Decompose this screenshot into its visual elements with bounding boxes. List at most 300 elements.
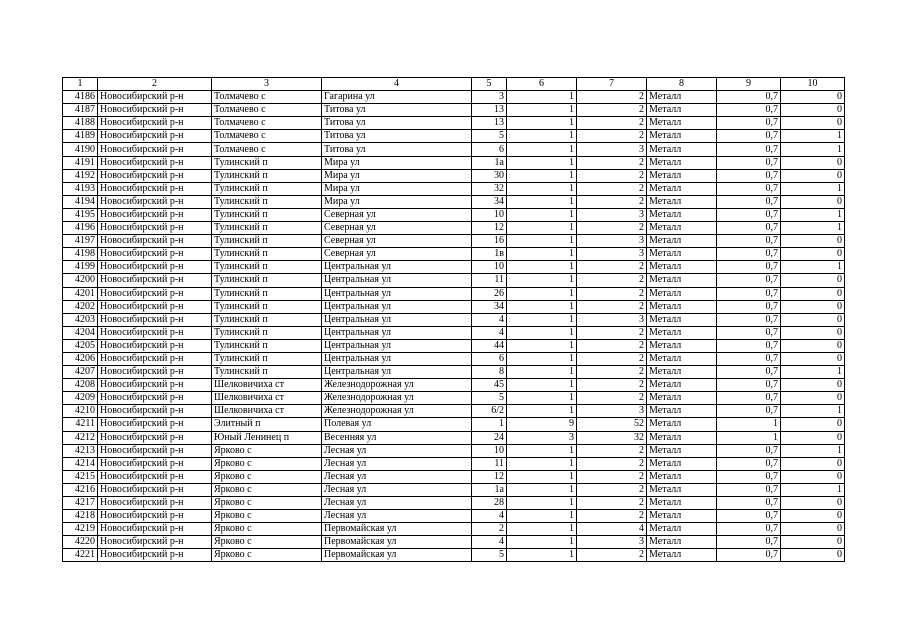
table-row [63,208,845,221]
table-cell-col-8: Металл [647,379,717,392]
table-cell-col-7: 3 [577,143,647,156]
table-cell-col-2: Новосибирский р-н [98,483,212,496]
table-cell-col-1: 4210 [63,405,98,418]
table-cell-col-2: Новосибирский р-н [98,326,212,339]
table-cell-col-5: 1а [472,156,507,169]
table-cell-col-2: Новосибирский р-н [98,91,212,104]
column-header-8: 8 [647,78,717,91]
table-cell-col-1: 4189 [63,130,98,143]
table-cell-col-10: 0 [781,497,845,510]
table-cell-col-4: Мира ул [322,169,472,182]
table-cell-col-6: 1 [507,287,577,300]
table-cell-col-4: Центральная ул [322,274,472,287]
table-cell-col-4: Лесная ул [322,510,472,523]
table-cell-col-5: 4 [472,313,507,326]
table-row [63,182,845,195]
table-cell-col-5: 11 [472,457,507,470]
table-cell-col-4: Весенняя ул [322,431,472,444]
table-cell-col-9: 0,7 [717,536,781,549]
table-cell-col-6: 1 [507,156,577,169]
table-row [63,143,845,156]
column-header-4: 4 [322,78,472,91]
table-cell-col-4: Первомайская ул [322,523,472,536]
table-cell-col-5: 32 [472,182,507,195]
column-header-3: 3 [212,78,322,91]
table-cell-col-3: Тулинский п [212,156,322,169]
table-cell-col-8: Металл [647,326,717,339]
table-cell-col-7: 2 [577,510,647,523]
table-cell-col-1: 4192 [63,169,98,182]
table-cell-col-3: Ярково с [212,536,322,549]
table-cell-col-9: 0,7 [717,156,781,169]
table-cell-col-10: 1 [781,444,845,457]
table-cell-col-4: Первомайская ул [322,549,472,562]
table-row [63,130,845,143]
table-cell-col-6: 1 [507,510,577,523]
table-cell-col-8: Металл [647,117,717,130]
table-cell-col-9: 1 [717,431,781,444]
column-header-2: 2 [98,78,212,91]
table-cell-col-1: 4198 [63,248,98,261]
table-cell-col-10: 0 [781,457,845,470]
table-cell-col-5: 24 [472,431,507,444]
table-cell-col-5: 34 [472,195,507,208]
table-row [63,366,845,379]
table-cell-col-1: 4191 [63,156,98,169]
table-row [63,444,845,457]
table-cell-col-6: 1 [507,104,577,117]
table-cell-col-1: 4217 [63,497,98,510]
table-cell-col-5: 5 [472,392,507,405]
table-cell-col-1: 4213 [63,444,98,457]
table-cell-col-4: Полевая ул [322,418,472,431]
table-cell-col-7: 2 [577,104,647,117]
table-cell-col-5: 13 [472,104,507,117]
table-cell-col-7: 2 [577,182,647,195]
table-cell-col-2: Новосибирский р-н [98,182,212,195]
table-cell-col-8: Металл [647,91,717,104]
table-cell-col-3: Ярково с [212,510,322,523]
table-cell-col-3: Тулинский п [212,287,322,300]
table-cell-col-9: 0,7 [717,104,781,117]
table-row [63,536,845,549]
table-cell-col-10: 0 [781,326,845,339]
table-cell-col-4: Северная ул [322,248,472,261]
table-cell-col-3: Шелковичиха ст [212,405,322,418]
table-cell-col-7: 3 [577,248,647,261]
table-cell-col-8: Металл [647,208,717,221]
table-cell-col-4: Северная ул [322,208,472,221]
table-cell-col-9: 0,7 [717,117,781,130]
table-cell-col-7: 2 [577,444,647,457]
table-cell-col-1: 4209 [63,392,98,405]
table-cell-col-3: Толмачево с [212,143,322,156]
table-cell-col-10: 0 [781,470,845,483]
table-row [63,497,845,510]
table-cell-col-3: Тулинский п [212,352,322,365]
table-cell-col-4: Гагарина ул [322,91,472,104]
table-cell-col-2: Новосибирский р-н [98,549,212,562]
table-cell-col-6: 1 [507,444,577,457]
table-cell-col-2: Новосибирский р-н [98,300,212,313]
table-cell-col-2: Новосибирский р-н [98,313,212,326]
table-cell-col-1: 4197 [63,235,98,248]
table-cell-col-4: Титова ул [322,117,472,130]
table-cell-col-6: 1 [507,497,577,510]
table-row [63,300,845,313]
table-row [63,392,845,405]
table-cell-col-8: Металл [647,392,717,405]
table-cell-col-5: 13 [472,117,507,130]
table-cell-col-6: 1 [507,352,577,365]
table-cell-col-10: 0 [781,235,845,248]
table-cell-col-4: Центральная ул [322,261,472,274]
table-cell-col-4: Титова ул [322,143,472,156]
table-cell-col-4: Мира ул [322,156,472,169]
table-cell-col-6: 1 [507,222,577,235]
table-cell-col-4: Лесная ул [322,497,472,510]
table-cell-col-4: Центральная ул [322,326,472,339]
table-cell-col-2: Новосибирский р-н [98,222,212,235]
table-cell-col-8: Металл [647,431,717,444]
table-cell-col-1: 4201 [63,287,98,300]
table-cell-col-2: Новосибирский р-н [98,536,212,549]
table-row [63,549,845,562]
data-table [62,77,845,562]
table-cell-col-1: 4187 [63,104,98,117]
table-row [63,104,845,117]
table-cell-col-8: Металл [647,470,717,483]
table-cell-col-8: Металл [647,274,717,287]
table-cell-col-1: 4221 [63,549,98,562]
table-cell-col-8: Металл [647,523,717,536]
table-cell-col-5: 12 [472,470,507,483]
table-cell-col-7: 2 [577,195,647,208]
table-cell-col-9: 0,7 [717,339,781,352]
table-cell-col-2: Новосибирский р-н [98,431,212,444]
table-cell-col-7: 2 [577,117,647,130]
table-cell-col-6: 1 [507,379,577,392]
table-cell-col-7: 2 [577,91,647,104]
table-cell-col-7: 2 [577,483,647,496]
table-row [63,313,845,326]
table-cell-col-2: Новосибирский р-н [98,169,212,182]
table-cell-col-7: 3 [577,313,647,326]
table-cell-col-4: Железнодорожная ул [322,379,472,392]
table-cell-col-8: Металл [647,235,717,248]
table-cell-col-7: 2 [577,261,647,274]
table-cell-col-5: 5 [472,130,507,143]
table-cell-col-10: 1 [781,208,845,221]
table-cell-col-4: Титова ул [322,104,472,117]
table-cell-col-2: Новосибирский р-н [98,523,212,536]
table-cell-col-6: 1 [507,208,577,221]
table-cell-col-9: 0,7 [717,470,781,483]
table-cell-col-1: 4196 [63,222,98,235]
table-cell-col-6: 1 [507,91,577,104]
table-cell-col-10: 0 [781,549,845,562]
table-cell-col-7: 2 [577,130,647,143]
table-row [63,510,845,523]
table-cell-col-10: 0 [781,431,845,444]
table-cell-col-5: 4 [472,326,507,339]
table-cell-col-8: Металл [647,444,717,457]
table-cell-col-1: 4194 [63,195,98,208]
table-cell-col-1: 4188 [63,117,98,130]
table-row [63,235,845,248]
table-cell-col-4: Центральная ул [322,352,472,365]
table-cell-col-5: 2 [472,523,507,536]
table-cell-col-9: 0,7 [717,483,781,496]
table-cell-col-9: 0,7 [717,497,781,510]
table-cell-col-10: 0 [781,536,845,549]
table-cell-col-1: 4186 [63,91,98,104]
table-cell-col-3: Шелковичиха ст [212,379,322,392]
table-cell-col-9: 0,7 [717,405,781,418]
table-cell-col-3: Ярково с [212,483,322,496]
table-cell-col-7: 2 [577,497,647,510]
table-cell-col-9: 0,7 [717,261,781,274]
table-cell-col-8: Металл [647,287,717,300]
table-cell-col-9: 0,7 [717,91,781,104]
table-row [63,352,845,365]
table-cell-col-2: Новосибирский р-н [98,156,212,169]
table-cell-col-2: Новосибирский р-н [98,405,212,418]
table-cell-col-6: 1 [507,405,577,418]
table-row [63,261,845,274]
table-cell-col-3: Ярково с [212,523,322,536]
table-cell-col-5: 45 [472,379,507,392]
table-cell-col-9: 0,7 [717,130,781,143]
table-cell-col-2: Новосибирский р-н [98,352,212,365]
table-row [63,339,845,352]
table-cell-col-9: 0,7 [717,457,781,470]
table-cell-col-2: Новосибирский р-н [98,248,212,261]
table-cell-col-5: 44 [472,339,507,352]
table-cell-col-9: 0,7 [717,300,781,313]
table-cell-col-10: 0 [781,352,845,365]
table-cell-col-4: Титова ул [322,130,472,143]
table-cell-col-3: Тулинский п [212,182,322,195]
table-cell-col-7: 2 [577,222,647,235]
table-cell-col-5: 6 [472,352,507,365]
table-cell-col-9: 0,7 [717,392,781,405]
table-cell-col-6: 1 [507,313,577,326]
table-cell-col-7: 2 [577,392,647,405]
table-cell-col-2: Новосибирский р-н [98,143,212,156]
table-cell-col-8: Металл [647,130,717,143]
table-cell-col-7: 2 [577,339,647,352]
table-cell-col-7: 2 [577,366,647,379]
table-cell-col-8: Металл [647,156,717,169]
table-cell-col-9: 0,7 [717,143,781,156]
column-header-10: 10 [781,78,845,91]
table-row [63,195,845,208]
table-cell-col-2: Новосибирский р-н [98,418,212,431]
table-cell-col-9: 0,7 [717,549,781,562]
table-cell-col-10: 0 [781,379,845,392]
table-cell-col-1: 4216 [63,483,98,496]
table-header-row [63,78,845,91]
table-cell-col-10: 0 [781,274,845,287]
table-cell-col-9: 0,7 [717,352,781,365]
table-cell-col-7: 2 [577,457,647,470]
table-cell-col-2: Новосибирский р-н [98,457,212,470]
table-cell-col-5: 30 [472,169,507,182]
table-cell-col-2: Новосибирский р-н [98,235,212,248]
table-cell-col-9: 0,7 [717,366,781,379]
table-cell-col-7: 3 [577,208,647,221]
table-row [63,405,845,418]
table-cell-col-7: 2 [577,287,647,300]
table-cell-col-5: 12 [472,222,507,235]
table-cell-col-3: Тулинский п [212,326,322,339]
table-cell-col-4: Северная ул [322,222,472,235]
table-cell-col-4: Центральная ул [322,300,472,313]
table-cell-col-3: Юный Ленинец п [212,431,322,444]
table-cell-col-10: 0 [781,300,845,313]
table-cell-col-10: 0 [781,287,845,300]
table-cell-col-2: Новосибирский р-н [98,208,212,221]
table-cell-col-7: 2 [577,549,647,562]
table-cell-col-10: 1 [781,222,845,235]
table-cell-col-3: Тулинский п [212,366,322,379]
table-cell-col-8: Металл [647,195,717,208]
table-row [63,222,845,235]
table-cell-col-6: 1 [507,339,577,352]
table-cell-col-5: 26 [472,287,507,300]
table-cell-col-2: Новосибирский р-н [98,470,212,483]
table-cell-col-5: 1а [472,483,507,496]
table-cell-col-7: 2 [577,379,647,392]
table-cell-col-9: 0,7 [717,510,781,523]
table-cell-col-10: 0 [781,339,845,352]
table-cell-col-7: 2 [577,274,647,287]
table-cell-col-9: 0,7 [717,379,781,392]
table-cell-col-5: 5 [472,549,507,562]
table-cell-col-8: Металл [647,497,717,510]
table-cell-col-1: 4204 [63,326,98,339]
table-cell-col-1: 4203 [63,313,98,326]
table-cell-col-7: 32 [577,431,647,444]
table-cell-col-7: 2 [577,470,647,483]
table-row [63,379,845,392]
table-cell-col-5: 8 [472,366,507,379]
table-cell-col-3: Шелковичиха ст [212,392,322,405]
table-cell-col-9: 0,7 [717,195,781,208]
table-cell-col-2: Новосибирский р-н [98,287,212,300]
table-row [63,287,845,300]
table-cell-col-1: 4202 [63,300,98,313]
table-cell-col-10: 1 [781,182,845,195]
table-cell-col-3: Толмачево с [212,130,322,143]
table-cell-col-1: 4211 [63,418,98,431]
table-cell-col-8: Металл [647,169,717,182]
table-cell-col-6: 1 [507,274,577,287]
table-cell-col-9: 0,7 [717,287,781,300]
table-cell-col-9: 0,7 [717,169,781,182]
table-cell-col-2: Новосибирский р-н [98,392,212,405]
table-cell-col-8: Металл [647,549,717,562]
table-cell-col-10: 0 [781,392,845,405]
table-cell-col-8: Металл [647,182,717,195]
table-row [63,470,845,483]
table-cell-col-6: 1 [507,483,577,496]
table-cell-col-6: 1 [507,117,577,130]
table-cell-col-8: Металл [647,483,717,496]
table-cell-col-8: Металл [647,405,717,418]
table-cell-col-3: Элитный п [212,418,322,431]
table-cell-col-7: 3 [577,235,647,248]
table-cell-col-3: Ярково с [212,444,322,457]
table-cell-col-10: 0 [781,418,845,431]
table-cell-col-8: Металл [647,104,717,117]
table-cell-col-10: 0 [781,195,845,208]
table-cell-col-1: 4208 [63,379,98,392]
table-cell-col-5: 1 [472,418,507,431]
table-row [63,457,845,470]
table-cell-col-2: Новосибирский р-н [98,444,212,457]
table-cell-col-5: 10 [472,444,507,457]
table-cell-col-4: Центральная ул [322,339,472,352]
table-cell-col-9: 0,7 [717,235,781,248]
table-cell-col-8: Металл [647,222,717,235]
table-cell-col-3: Тулинский п [212,222,322,235]
table-cell-col-8: Металл [647,248,717,261]
table-cell-col-5: 6 [472,143,507,156]
column-header-6: 6 [507,78,577,91]
table-cell-col-1: 4212 [63,431,98,444]
table-cell-col-2: Новосибирский р-н [98,261,212,274]
table-cell-col-1: 4193 [63,182,98,195]
table-cell-col-7: 2 [577,352,647,365]
table-cell-col-1: 4205 [63,339,98,352]
table-cell-col-2: Новосибирский р-н [98,274,212,287]
table-cell-col-6: 1 [507,366,577,379]
table-cell-col-3: Тулинский п [212,300,322,313]
table-cell-col-3: Тулинский п [212,208,322,221]
table-cell-col-3: Тулинский п [212,235,322,248]
table-cell-col-4: Лесная ул [322,444,472,457]
table-cell-col-3: Ярково с [212,549,322,562]
table-cell-col-10: 0 [781,510,845,523]
table-cell-col-6: 1 [507,536,577,549]
table-cell-col-5: 16 [472,235,507,248]
table-cell-col-9: 0,7 [717,182,781,195]
table-cell-col-9: 0,7 [717,313,781,326]
table-cell-col-8: Металл [647,366,717,379]
table-row [63,431,845,444]
table-cell-col-10: 1 [781,366,845,379]
table-cell-col-6: 1 [507,182,577,195]
table-cell-col-6: 1 [507,261,577,274]
table-row [63,248,845,261]
table-cell-col-8: Металл [647,510,717,523]
table-cell-col-3: Толмачево с [212,104,322,117]
table-cell-col-7: 52 [577,418,647,431]
table-cell-col-9: 0,7 [717,208,781,221]
table-cell-col-6: 1 [507,549,577,562]
table-row [63,91,845,104]
table-cell-col-1: 4199 [63,261,98,274]
table-row [63,326,845,339]
table-cell-col-4: Мира ул [322,182,472,195]
table-cell-col-5: 1в [472,248,507,261]
table-cell-col-7: 2 [577,156,647,169]
table-cell-col-3: Тулинский п [212,274,322,287]
table-cell-col-2: Новосибирский р-н [98,130,212,143]
table-cell-col-5: 4 [472,536,507,549]
